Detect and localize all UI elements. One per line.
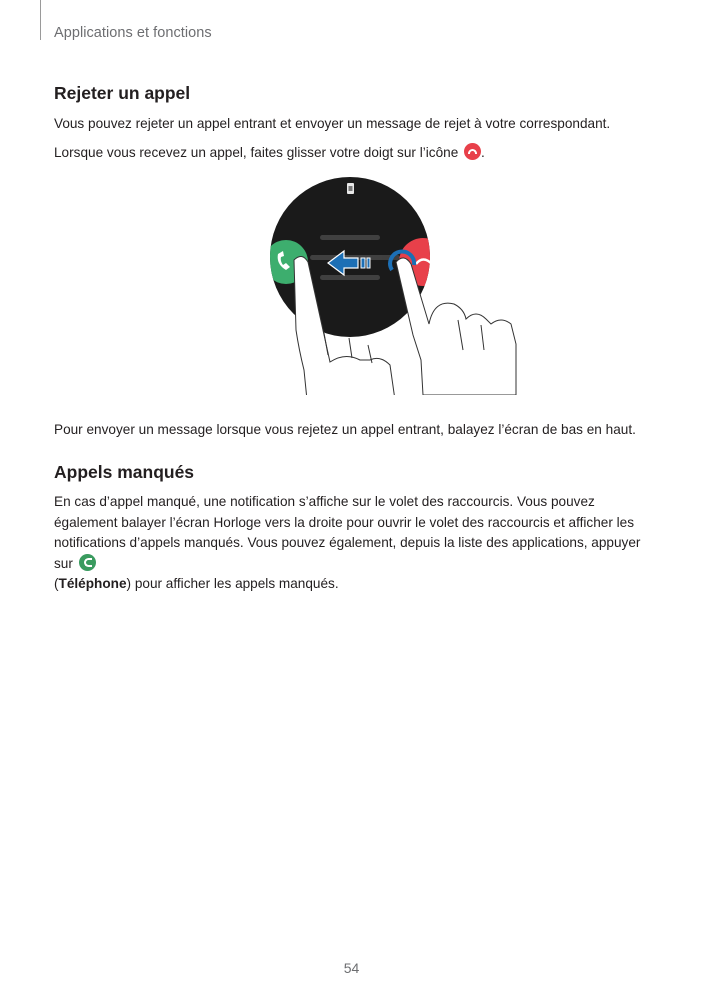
paragraph-reject-instruction [54,143,654,164]
margin-rule [40,0,41,40]
paren-open: ( [54,576,59,591]
section-heading-missed-calls: Appels manqués [54,462,195,482]
missed-calls-text-end: ) pour afficher les appels manqués. [126,576,339,591]
page-number: 54 [343,960,360,976]
paragraph-swipe-up: Pour envoyer un message lorsque vous rejetez un appel entrant, balayez l’écran de bas en haut. [54,422,636,437]
app-name-telephone: Téléphone [58,576,127,591]
hand-right [396,258,516,395]
reject-call-illustration [258,170,533,395]
missed-calls-text: En cas d’appel manqué, une notification s’affiche sur le volet des raccourcis. Vous pouvez également balayer l’écran Horloge vers la droite pour ouvrir le volet des raccourcis et afficher les notifications d’appels manqués. Vous pouvez également, depuis la liste des applications, appuyer sur [54,494,641,571]
running-header: Applications et fonctions [54,25,212,41]
instruction-period: . [481,145,485,160]
paragraph-reject-intro: Vous pouvez rejeter un appel entrant et envoyer un message de rejet à votre correspondant. [54,116,611,131]
reject-call-icon [464,143,481,160]
paragraph-missed-calls [54,492,654,595]
instruction-text: Lorsque vous recevez un appel, faites glisser votre doigt sur l’icône [54,145,459,160]
section-heading-reject-call: Rejeter un appel [54,83,191,103]
battery-icon [347,183,354,194]
phone-app-icon [79,554,96,571]
